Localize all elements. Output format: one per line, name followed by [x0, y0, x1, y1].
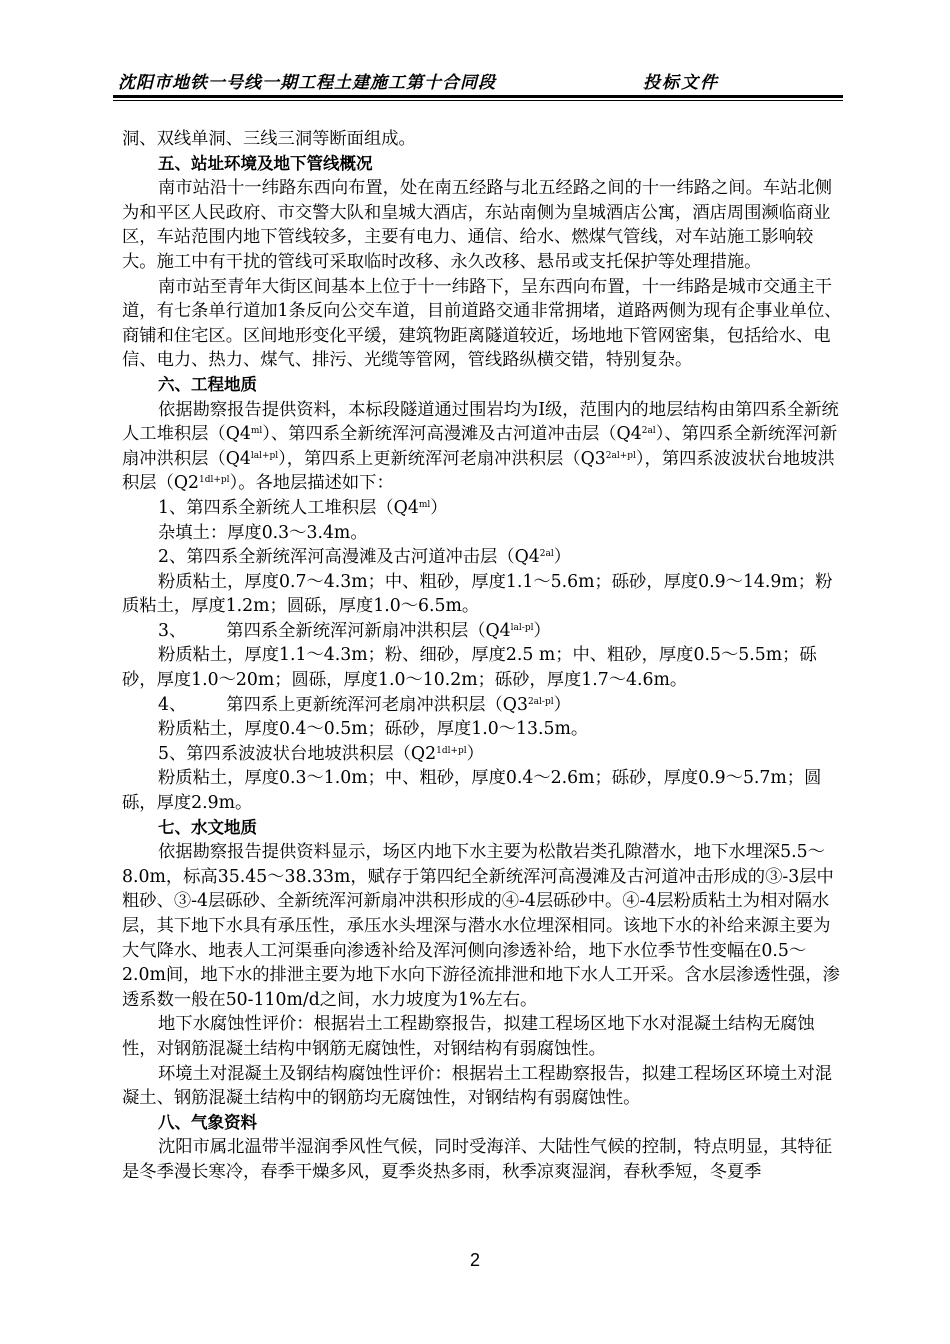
list-item [122, 742, 846, 767]
paragraph: 地下水腐蚀性评价：根据岩土工程勘察报告，拟建工程场区地下水对混凝土结构无腐蚀性，对钢筋混凝土结构中钢筋无腐蚀性，对钢结构有弱腐蚀性。 [122, 1014, 815, 1059]
text-run: 4 [630, 424, 642, 445]
header-doc-type: 投标文件 [643, 73, 719, 93]
text-run: ） [553, 547, 572, 568]
text-run: 4 [499, 620, 511, 641]
paragraph: 粉质粘土，厚度0.7～4.3m；中、粗砂，厚度1.1～5.6m；砾砂，厚度0.9～14.9m；粉质粘土，厚度1.2m；圆砾，厚度1.0～6.5m。 [122, 571, 833, 617]
text-run: 3、 [158, 620, 187, 641]
superscript: ml [250, 426, 263, 437]
header-project-title: 沈阳市地铁一号线一期工程土建施工第十合同段 [118, 73, 496, 93]
text-run: ）、第四系全新统浑河新扇冲洪积层（Q [122, 424, 838, 469]
paragraph: 粉质粘土，厚度0.3～1.0m；中、粗砂，厚度0.4～2.6m；砾砂，厚度0.9～5.7m；圆砾，厚度2.9m。 [122, 768, 822, 814]
text-run: ） [533, 620, 551, 641]
header-rule-thick [113, 95, 843, 98]
section-heading-7: 七、水文地质 [158, 817, 257, 837]
text-run: 4 [407, 497, 419, 518]
paragraph: 粉质粘土，厚度1.1～4.3m；粉、细砂，厚度2.5 m；中、粗砂，厚度0.5～5.5m；砾砂，厚度1.0～20m；圆砾，厚度1.0～10.2m；砾砂，厚度1.7～4.6m。 [122, 645, 817, 691]
document-body [122, 127, 846, 1185]
list-item [122, 693, 846, 718]
superscript: lal-pl [510, 622, 534, 633]
text-run: 第四系上更新统浑河老扇冲洪积层（Q [226, 694, 517, 715]
text-run: 依据勘察报告提供资料，本标段隧道通过围岩均为Ⅰ级，范围内的地层结构由第四系全新统人工堆积层（Q [122, 399, 839, 445]
header-rule-thin [113, 100, 843, 101]
superscript: 1dl+pl [199, 475, 230, 486]
paragraph: 依据勘察报告提供资料显示，场区内地下水主要为松散岩类孔隙潜水，地下水埋深5.5～8.0m，标高35.45～38.33m，赋存于第四纪全新统浑河高漫滩及古河道冲击形成的③-3层中粗砂、③-4层砾砂、全新统浑河新扇冲洪积形成的④-4层砾砂中。④-4层粉质粘土为相对隔水层，其下地下水具有承压性，承压水头埋深与潜水水位埋深相同。该地下水的补给来源主要为大气降水、地表人工河渠垂向渗透补给及浑河侧向渗透补给，地下水位季节性变幅在0.5～2.0m间，地下水的排泄主要为地下水向下游径流排泄和地下水人工开采。含水层渗透性强，渗透系数一般在50-110m/d之间，水力坡度为1%左右。 [122, 842, 840, 1010]
list-item [122, 496, 846, 521]
text-run: 4 [239, 424, 251, 445]
text-run: 2 [188, 473, 200, 494]
text-run: ），第四系波波状台地坡洪积层（Q [122, 448, 835, 494]
paragraph: 南市站沿十一纬路东西向布置，处在南五经路与北五经路之间的十一纬路之间。车站北侧为和平区人民政府、市交警大队和皇城大酒店，东站南侧为皇城酒店公寓，酒店周围濒临商业区，车站范围内地下管线较多，主要有电力、通信、给水、燃煤气管线，对车站施工影响较大。施工中有干扰的管线可采取临时改移、永久改移、悬吊或支托保护等处理措施。 [122, 178, 832, 272]
text-run: ） [553, 694, 571, 715]
text-run: 4 [239, 448, 251, 469]
superscript: 1dl+pl [436, 745, 467, 756]
page-number: 2 [469, 1250, 480, 1270]
text-run: 3 [516, 694, 528, 715]
paragraph: 环境土对混凝土及钢结构腐蚀性评价：根据岩土工程勘察报告，拟建工程场区环境土对混凝土、钢筋混凝土结构中的钢筋均无腐蚀性，对钢结构有弱腐蚀性。 [122, 1063, 832, 1109]
text-run: 4 [528, 547, 540, 568]
list-item [122, 545, 846, 570]
paragraph: 南市站至青年大街区间基本上位于十一纬路下，呈东西向布置，十一纬路是城市交通主干道，有七条单行道加1条反向公交车道，目前道路交通非常拥堵，道路两侧为现有企事业单位、商铺和住宅区。区间地形变化平缓，建筑物距离隧道较近，场地地下管网密集，包括给水、电信、电力、热力、煤气、排污、光缆等管网，管线路纵横交错，特别复杂。 [122, 276, 842, 371]
superscript: lal+pl [250, 450, 279, 461]
superscript: 2al-pl [527, 696, 554, 707]
section-heading-8: 八、气象资料 [158, 1112, 257, 1132]
superscript: ml [418, 499, 431, 510]
text-run: ） [466, 743, 484, 764]
text-run: 2 [425, 743, 437, 764]
superscript: 2al+pl [605, 450, 636, 461]
list-item [122, 619, 846, 644]
paragraph: 杂填土：厚度0.3～3.4m。 [158, 522, 368, 543]
text-run: ）、第四系全新统浑河高漫滩及古河道冲击层（Q [262, 424, 631, 445]
paragraph-strata-intro [122, 398, 846, 496]
paragraph: 洞、双线单洞、三线三洞等断面组成。 [122, 129, 416, 149]
text-run: 2、第四系全新统浑河高漫滩及古河道冲击层（Q [158, 547, 529, 568]
text-run: ） [430, 497, 448, 518]
superscript: 2al [539, 549, 554, 560]
text-run: ），第四系上更新统浑河老扇冲洪积层（Q [278, 448, 595, 469]
text-run: 3 [594, 448, 606, 469]
text-run: 第四系全新统浑河新扇冲洪积层（Q [226, 620, 500, 641]
superscript: 2al [641, 426, 656, 437]
section-heading-6: 六、工程地质 [158, 374, 257, 394]
text-run: 4、 [158, 694, 187, 715]
paragraph: 沈阳市属北温带半湿润季风性气候，同时受海洋、大陆性气候的控制，特点明显，其特征是冬季漫长寒冷，春季干燥多风，夏季炎热多雨，秋季凉爽湿润，春秋季短，冬夏季 [122, 1137, 832, 1182]
section-heading-5: 五、站址环境及地下管线概况 [158, 153, 373, 173]
text-run: ）。各地层描述如下： [229, 473, 394, 494]
paragraph: 粉质粘土，厚度0.4～0.5m；砾砂，厚度1.0～13.5m。 [158, 719, 589, 740]
text-run: 1、第四系全新统人工堆积层（Q [158, 497, 408, 518]
text-run: 5、第四系波波状台地坡洪积层（Q [158, 743, 426, 764]
page-header [113, 64, 843, 94]
